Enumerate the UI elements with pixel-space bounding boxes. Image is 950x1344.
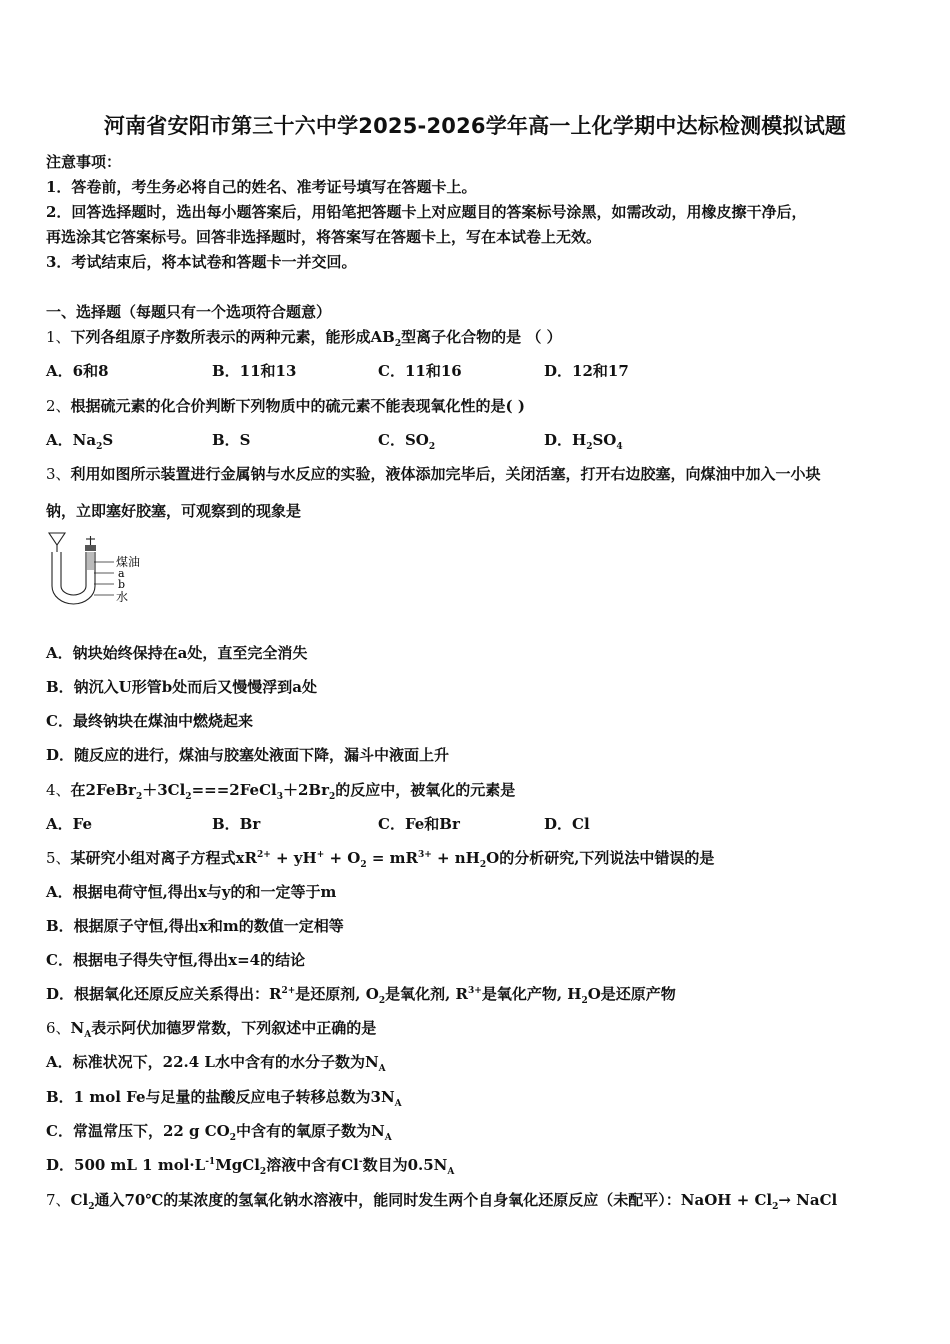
notice-item-1: 1．答卷前，考生务必将自己的姓名、准考证号填写在答题卡上。 xyxy=(46,178,477,196)
notice-item-3: 3．考试结束后，将本试卷和答题卡一并交回。 xyxy=(46,253,357,271)
question-3-stem-a xyxy=(46,464,821,484)
section-heading: 一、选择题（每题只有一个选项符合题意） xyxy=(46,303,332,321)
q5-option-d[interactable]: D．根据氧化还原反应关系得出：$R^{2+}$是还原剂, $O_2$是氧化剂, $R^{3+}$是氧化产物, $H_2O$是还原产物 xyxy=(46,985,676,1006)
option-b[interactable]: B．11和13 xyxy=(212,362,297,380)
question-number: 7、 xyxy=(46,1191,71,1209)
label-a: a xyxy=(118,567,125,580)
page-title: 河南省安阳市第三十六中学2025-2026学年高一上化学期中达标检测模拟试题 xyxy=(103,114,847,138)
u-tube-diagram xyxy=(46,530,156,610)
q6-option-c[interactable]: C．常温常压下，22 g $CO_2$中含有的氧原子数为$N_A$ xyxy=(46,1122,392,1143)
question-number: 1、 xyxy=(46,328,71,346)
question-5-stem: 5、某研究小组对离子方程式$xR^{2+} + yH^+ + O_2 = mR^{3+} + nH_2O$的分析研究,下列说法中错误的是 xyxy=(46,849,715,870)
option-d[interactable]: D．12和17 xyxy=(544,362,629,380)
question-number: 4、 xyxy=(46,781,71,799)
question-1-options xyxy=(46,361,906,381)
question-7-stem: 7、$Cl_2$通入70℃的某浓度的氢氧化钠水溶液中，能同时发生两个自身氧化还原反应（未配平）：NaOH + $Cl_2\to$ NaCl xyxy=(46,1191,838,1212)
q3-option-c[interactable]: C．最终钠块在煤油中燃烧起来 xyxy=(46,712,253,730)
option-d[interactable]: D．Cl xyxy=(544,815,590,833)
stem-text: 利用如图所示装置进行金属钠与水反应的实验，液体添加完毕后，关闭活塞，打开右边胶塞，向煤油中加入一小块 xyxy=(70,465,821,483)
notice-heading: 注意事项： xyxy=(46,153,122,171)
q3-option-b[interactable]: B．钠沉入U形管b处而后又慢慢浮到a处 xyxy=(46,678,317,696)
option-c[interactable]: C．Fe和Br xyxy=(378,815,460,833)
question-number: 5、 xyxy=(46,849,71,867)
question-1-stem xyxy=(46,327,562,347)
label-water: 水 xyxy=(116,590,129,604)
q5-option-a[interactable]: A．根据电荷守恒,得出x与y的和一定等于m xyxy=(46,883,337,901)
q6-option-d[interactable]: D．500 mL 1 $mol\cdot L^{-1}MgCl_2$溶液中含有Cl-数目为$0.5N_A$ xyxy=(46,1156,455,1177)
question-number: 3、 xyxy=(46,465,71,483)
stem-text: 下列各组原子序数所表示的两种元素，能形成AB xyxy=(70,328,395,346)
question-2-stem xyxy=(46,396,525,416)
q3-option-a[interactable]: A．钠块始终保持在a处，直至完全消失 xyxy=(46,644,308,662)
notice-item-2a: 2．回答选择题时，选出每小题答案后，用铅笔把答题卡上对应题目的答案标号涂黑，如需改动，用橡皮擦干净后， xyxy=(46,203,807,221)
option-a[interactable]: A．6和8 xyxy=(46,362,109,380)
option-c[interactable]: C．$SO_2$ xyxy=(378,431,436,452)
label-kerosene: 煤油 xyxy=(116,555,141,569)
question-4-options xyxy=(46,814,906,834)
q6-option-b[interactable]: B．1 mol Fe与足量的盐酸反应电子转移总数为$3N_A$ xyxy=(46,1088,402,1109)
q5-option-b[interactable]: B．根据原子守恒,得出x和m的数值一定相等 xyxy=(46,917,344,935)
question-6-stem: 6、$N_A$表示阿伏加德罗常数，下列叙述中正确的是 xyxy=(46,1019,377,1040)
q6-option-a[interactable]: A．标准状况下，22.4 L水中含有的水分子数为$N_A$ xyxy=(46,1053,386,1074)
option-d[interactable]: D．$H_2SO_4$ xyxy=(544,431,623,452)
u-tube-apparatus-figure xyxy=(46,530,156,610)
stem-text: 型离子化合物的是 （ ） xyxy=(401,328,562,346)
question-4-stem: 4、在$2FeBr_2+3Cl_2===2FeCl_3+2Br_2$的反应中，被氧化的元素是 xyxy=(46,781,516,802)
option-c[interactable]: C．11和16 xyxy=(378,362,462,380)
notice-item-2b: 再选涂其它答案标号。回答非选择题时，将答案写在答题卡上，写在本试卷上无效。 xyxy=(46,228,602,246)
option-a[interactable]: A．$Na_2S$ xyxy=(46,431,114,452)
q5-option-c[interactable]: C．根据电子得失守恒,得出x=4的结论 xyxy=(46,951,306,969)
option-b[interactable]: B．S xyxy=(212,431,251,449)
subscript: 2 xyxy=(394,339,402,349)
option-a[interactable]: A．Fe xyxy=(46,815,93,833)
question-number: 6、 xyxy=(46,1019,71,1037)
question-2-options xyxy=(46,430,906,450)
question-number: 2、 xyxy=(46,397,71,415)
q3-option-d[interactable]: D．随反应的进行，煤油与胶塞处液面下降，漏斗中液面上升 xyxy=(46,746,450,764)
option-b[interactable]: B．Br xyxy=(212,815,261,833)
question-3-stem-b: 钠，立即塞好胶塞，可观察到的现象是 xyxy=(46,502,302,520)
label-b: b xyxy=(118,578,126,591)
stem-text: 根据硫元素的化合价判断下列物质中的硫元素不能表现氧化性的是( ) xyxy=(70,397,525,415)
